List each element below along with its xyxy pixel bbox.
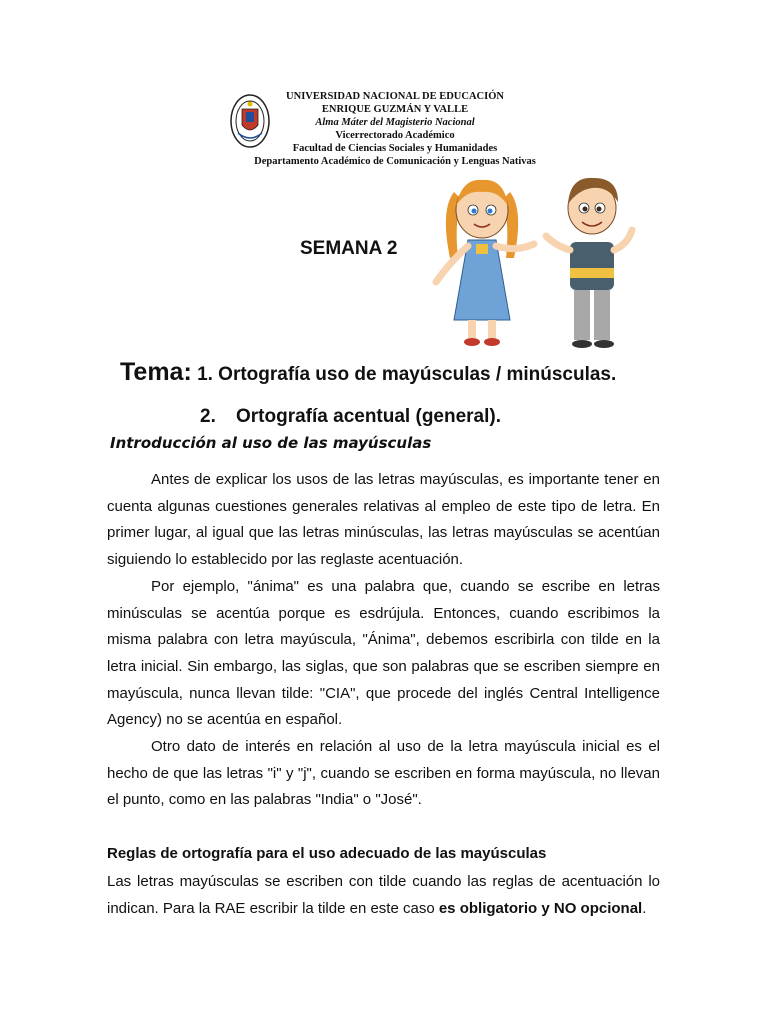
header-university: UNIVERSIDAD NACIONAL DE EDUCACIÓN: [286, 91, 504, 102]
header-name: ENRIQUE GUZMÁN Y VALLE: [321, 104, 469, 115]
topic-item-1: 1. Ortografía uso de mayúsculas / minúsculas.: [197, 364, 617, 385]
intro-heading: Introducción al uso de las mayúsculas: [110, 434, 432, 452]
header-vicerrectorado: Vicerrectorado Académico: [335, 130, 455, 141]
header-motto: Alma Máter del Magisterio Nacional: [315, 117, 475, 128]
rules-body: [107, 869, 660, 922]
rules-paragraph: [107, 869, 660, 922]
topic-item-2-number: 2.: [200, 406, 216, 427]
header-faculty: Facultad de Ciencias Sociales y Humanidades: [292, 143, 498, 154]
boy-figure: [546, 178, 632, 348]
children-illustration: [432, 170, 644, 352]
rules-text: Las letras mayúsculas se escriben con tilde cuando las reglas de acentuación lo indican. Para la RAE escribir la tilde en este caso: [107, 873, 660, 917]
topic-label: Tema:: [120, 358, 192, 386]
rules-text-end: .: [642, 899, 647, 917]
rules-heading: Reglas de ortografía para el uso adecuado de las mayúsculas: [107, 845, 547, 862]
topic-line-2: [200, 406, 501, 428]
paragraph: Antes de explicar los usos de las letras mayúsculas, es importante tener en cuenta algunas cuestiones generales relativas al empleo de este tipo de letra. En primer lugar, al igual que las letras minúsculas, las letras mayúsculas se acentúan siguiendo lo establecido por las reglaste acentuación.: [107, 471, 660, 569]
topic-item-2: Ortografía acentual (general).: [236, 406, 502, 427]
rules-emphasis: es obligatorio y NO opcional: [438, 899, 643, 917]
document-header: [230, 90, 560, 168]
intro-body: [107, 467, 660, 814]
header-department: Departamento Académico de Comunicación y Lenguas Nativas: [254, 156, 536, 167]
paragraph: Por ejemplo, "ánima" es una palabra que, cuando se escribe en letras minúsculas se acentúa porque es esdrújula. Entonces, cuando escribimos la misma palabra con letra mayúscula, "Ánima", debemos escribirla con tilde en la letra inicial. Sin embargo, las siglas, que son palabras que se escriben siempre en mayúscula, nunca llevan tilde: "CIA", que procede del inglés Central Intelligence Agency) no se acentúa en español.: [107, 577, 660, 729]
paragraph: Otro dato de interés en relación al uso de la letra mayúscula inicial es el hecho de que las letras "i" y "j", cuando se escriben en forma mayúscula, no llevan el punto, como en las palabras "India" o "José".: [107, 738, 660, 809]
week-title: SEMANA 2: [300, 238, 398, 259]
topic-line-1: [120, 358, 616, 387]
girl-figure: [436, 180, 534, 346]
